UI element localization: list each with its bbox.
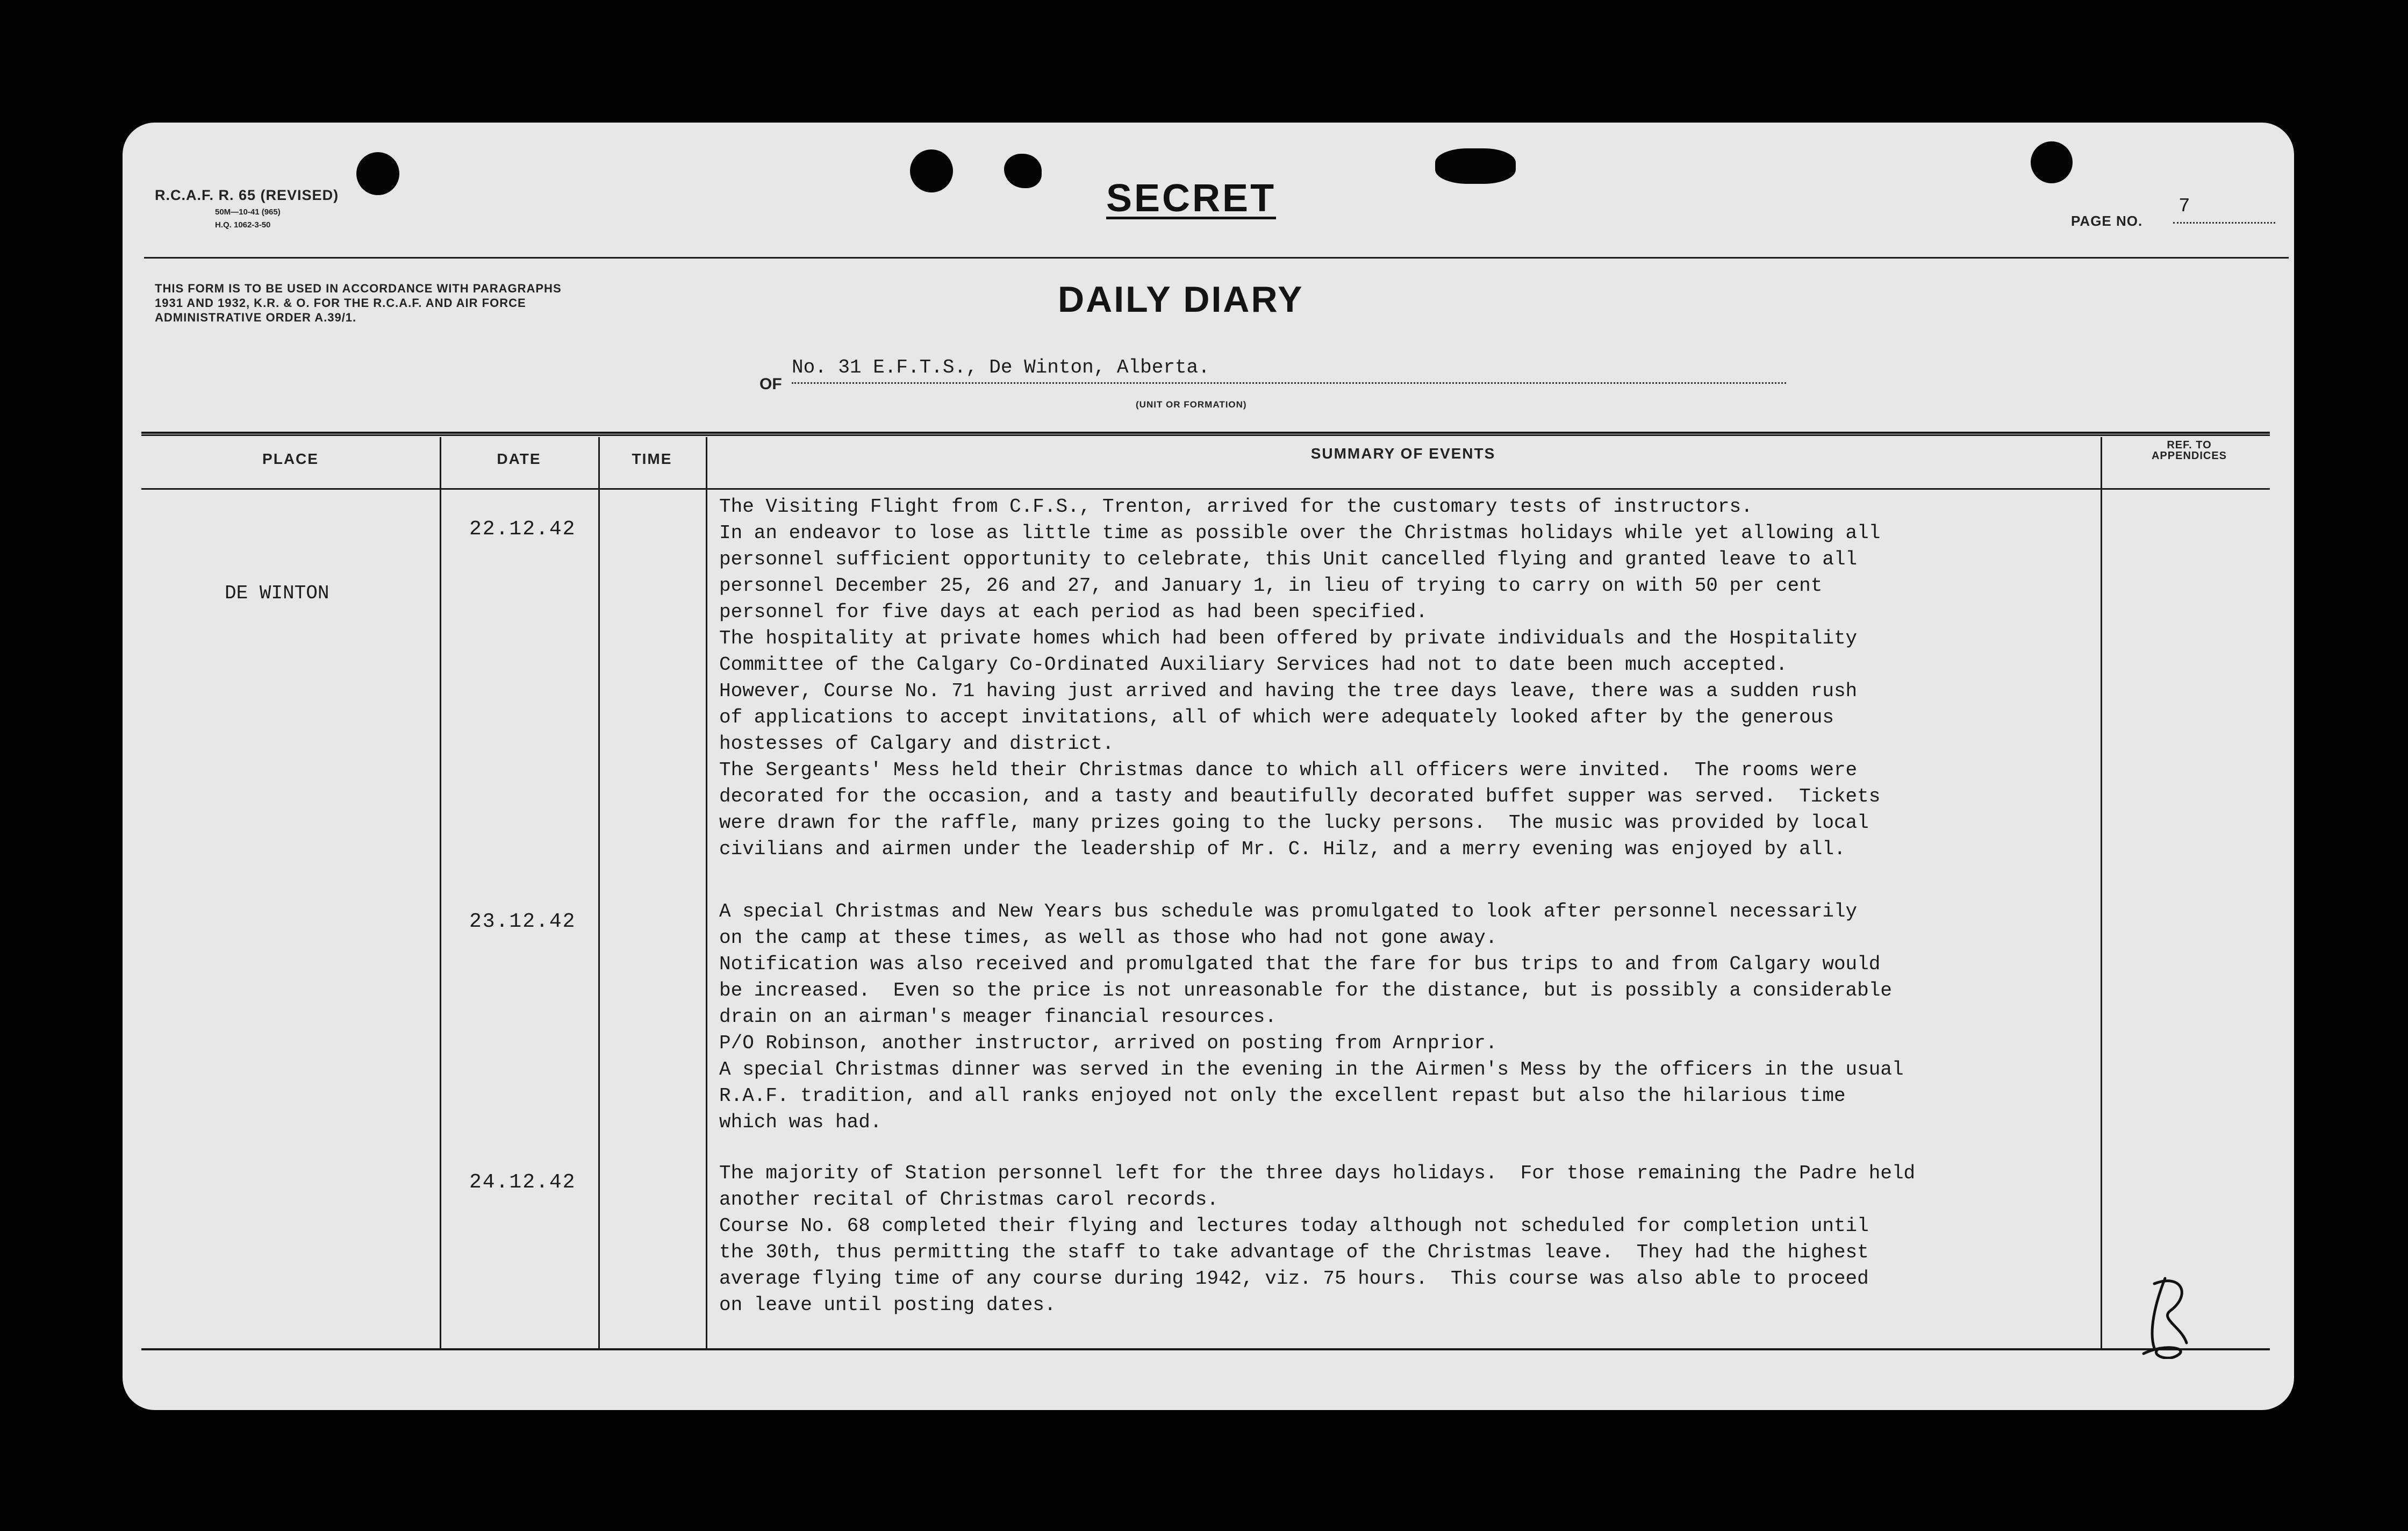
form-print-code: 50M—10-41 (965) bbox=[215, 208, 281, 217]
punch-hole bbox=[2031, 141, 2073, 183]
unit-caption: (UNIT OR FORMATION) bbox=[1136, 399, 1247, 410]
punch-hole bbox=[1435, 148, 1516, 184]
entry-date: 23.12.42 bbox=[469, 910, 576, 933]
form-instructions: THIS FORM IS TO BE USED IN ACCORDANCE WITH PARAGRAPHS 1931 AND 1932, K.R. & O. FOR THE R.C.A.F. AND AIR FORCE ADMINISTRATIVE ORDER A.39/1. bbox=[155, 282, 562, 324]
punch-hole bbox=[910, 149, 953, 192]
column-header-ref-line1: REF. TO bbox=[2167, 439, 2212, 451]
header-rule bbox=[144, 257, 2289, 259]
punch-hole bbox=[1004, 154, 1042, 188]
entry-date: 24.12.42 bbox=[469, 1171, 576, 1194]
page-number-label: PAGE NO. bbox=[2071, 213, 2143, 229]
column-header-place: PLACE bbox=[262, 450, 319, 467]
table-header-rule bbox=[141, 488, 2270, 490]
form-hq-code: H.Q. 1062-3-50 bbox=[215, 220, 271, 230]
column-divider bbox=[706, 437, 707, 1348]
column-divider bbox=[2101, 437, 2102, 1348]
place-value: DE WINTON bbox=[225, 582, 329, 604]
security-classification: SECRET bbox=[1106, 177, 1277, 220]
diary-form bbox=[123, 123, 2294, 1410]
table-top-rule bbox=[141, 434, 2270, 436]
entry-summary: The Visiting Flight from C.F.S., Trenton, arrived for the customary tests of instructors. In an endeavor to lose as little time as possible over the Christmas holidays while yet allowing all personnel sufficient opportunity to celebrate, this Unit cancelled flying and granted leave to all personnel December 25, 26 and 27, and January 1, in lieu of trying to carry on with 50 per cent personnel for five days at each period as had been specified. The hospitality at private homes which had been offered by private individuals and the Hospitality Committee of the Calgary Co-Ordinated Auxiliary Services had not to date been much accepted. However, Course No. 71 having just arrived and having the tree days leave, there was a sudden rush of applications to accept invitations, all of which were adequately looked after by the generous hostesses of Calgary and district. The Sergeants' Mess held their Christmas dance to which all officers were invited. The rooms were decorated for the occasion, and a tasty and beautifully decorated buffet supper was served. Tickets were drawn for the raffle, many prizes going to the lucky persons. The music was provided by local civilians and airmen under the leadership of Mr. C. Hilz, and a merry evening was enjoyed by all. bbox=[719, 496, 1881, 860]
column-header-time: TIME bbox=[632, 450, 672, 467]
column-header-date: DATE bbox=[497, 450, 541, 467]
page-number-field: 7 bbox=[2173, 195, 2275, 224]
table-top-rule bbox=[141, 432, 2270, 434]
form-number: R.C.A.F. R. 65 (REVISED) bbox=[155, 187, 339, 203]
entry-date: 22.12.42 bbox=[469, 518, 576, 541]
unit-field: No. 31 E.F.T.S., De Winton, Alberta. bbox=[792, 356, 1786, 384]
table-bottom-rule bbox=[141, 1348, 2270, 1350]
column-header-ref-line2: APPENDICES bbox=[2151, 450, 2227, 462]
unit-of-label: OF bbox=[759, 375, 782, 393]
handwritten-initials bbox=[2133, 1273, 2213, 1359]
entry-summary: A special Christmas and New Years bus schedule was promulgated to look after personnel necessarily on the camp at these times, as well as those who had not gone away. Notification was also received and promulgated that the fare for bus trips to and from Calgary would be increased. Even so the price is not unreasonable for the distance, but is possibly a considerable drain on an airman's meager financial resources. P/O Robinson, another instructor, arrived on posting from Arnprior. A special Christmas dinner was served in the evening in the Airmen's Mess by the officers in the usual R.A.F. tradition, and all ranks enjoyed not only the excellent repast but also the hilarious time which was had. bbox=[719, 900, 1904, 1133]
column-header-summary: SUMMARY OF EVENTS bbox=[1310, 445, 1496, 462]
punch-hole bbox=[356, 152, 399, 195]
column-divider bbox=[440, 437, 441, 1348]
column-divider bbox=[598, 437, 600, 1348]
entry-summary: The majority of Station personnel left for the three days holidays. For those remaining the Padre held another recital of Christmas carol records. Course No. 68 completed their flying and lectures today although not scheduled for completion until the 30th, thus permitting the staff to take advantage of the Christmas leave. They had the highest average flying time of any course during 1942, viz. 75 hours. This course was also able to proceed on leave until posting dates. bbox=[719, 1162, 1916, 1316]
form-title: DAILY DIARY bbox=[1058, 279, 1304, 320]
